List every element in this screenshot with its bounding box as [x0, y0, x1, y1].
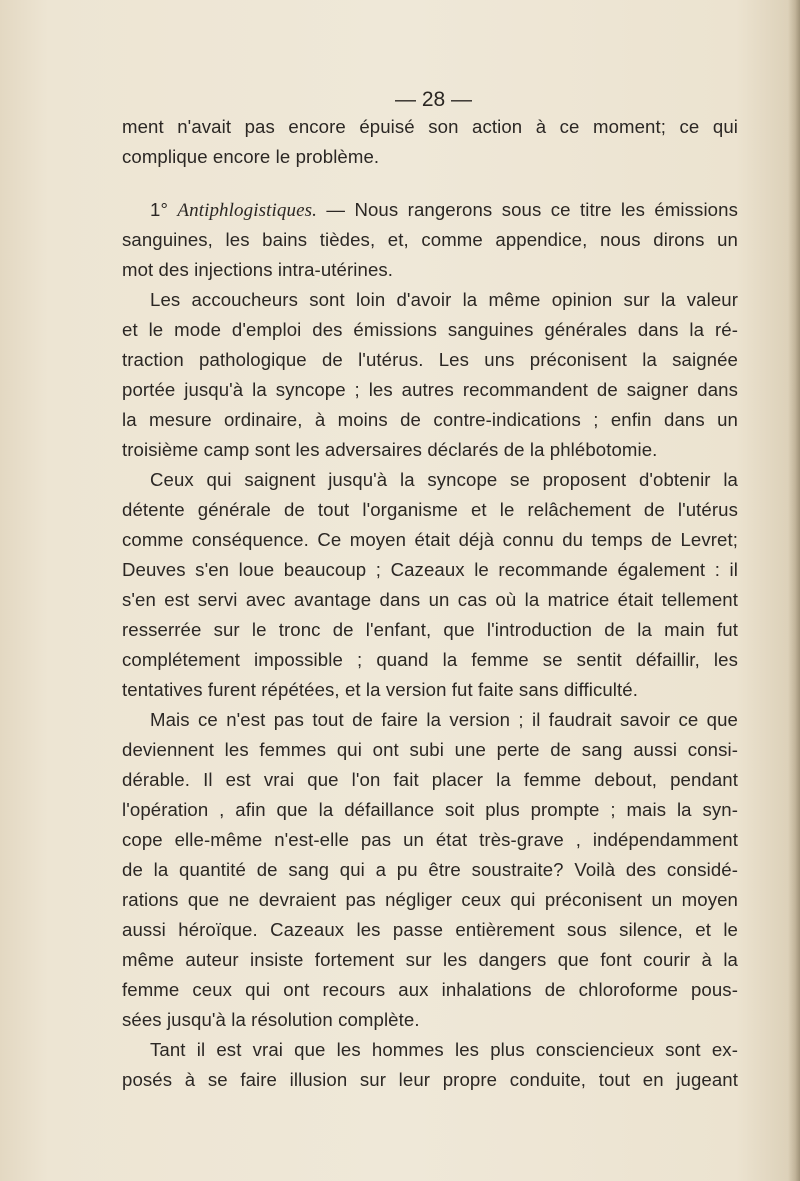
text-line: tentatives furent répétées, et la version fut faite sans difficulté.: [122, 679, 639, 700]
text-line: et le mode d'emploi des émissions sanguines générales dans la ré-: [122, 319, 738, 340]
text-line: sanguines, les bains tièdes, et, comme appendice, nous dirons un: [122, 229, 738, 250]
text-line: Ceux qui saignent jusqu'à la syncope se proposent d'obtenir la: [150, 469, 738, 490]
text-line: Les accoucheurs sont loin d'avoir la même opinion sur la valeur: [150, 289, 738, 310]
text-line: mot des injections intra-utérines.: [122, 259, 394, 280]
text-line: femme ceux qui ont recours aux inhalations de chloroforme pous-: [122, 979, 738, 1000]
text-line: s'en est servi avec avantage dans un cas où la matrice était tellement: [122, 589, 738, 610]
text-line: aussi héroïque. Cazeaux les passe entièrement sous silence, et le: [122, 919, 738, 940]
heading-number: 1°: [150, 199, 168, 220]
text-line: posés à se faire illusion sur leur propre conduite, tout en jugeant: [122, 1069, 738, 1090]
text-line: cope elle-même n'est-elle pas un état très-grave , indépendamment: [122, 829, 738, 850]
text-line: complétement impossible ; quand la femme se sentit défaillir, les: [122, 649, 738, 670]
text-line: même auteur insiste fortement sur les dangers que font courir à la: [122, 949, 738, 970]
text-line: troisième camp sont les adversaires déclarés de la phlébotomie.: [122, 439, 658, 460]
text-line: resserrée sur le tronc de l'enfant, que l'introduction de la main fut: [122, 619, 738, 640]
page-edge-shadow: [788, 0, 800, 1181]
text-line: rations que ne devraient pas négliger ceux qui préconisent un moyen: [122, 889, 738, 910]
text-line: Mais ce n'est pas tout de faire la version ; il faudrait savoir ce que: [150, 709, 738, 730]
text-line: Deuves s'en loue beaucoup ; Cazeaux le recommande également : il: [122, 559, 738, 580]
text-line: Tant il est vrai que les hommes les plus consciencieux sont ex-: [150, 1039, 738, 1060]
text-line: ment n'avait pas encore épuisé son action à ce moment; ce qui: [122, 116, 738, 137]
text-line: dérable. Il est vrai que l'on fait placer la femme debout, pendant: [122, 769, 738, 790]
text-line: complique encore le problème.: [122, 146, 380, 167]
text-line: traction pathologique de l'utérus. Les uns préconisent la saignée: [122, 349, 738, 370]
section-heading-line: [150, 199, 738, 222]
text-line: comme conséquence. Ce moyen était déjà connu du temps de Levret;: [122, 529, 738, 550]
text-line: la mesure ordinaire, à moins de contre-indications ; enfin dans un: [122, 409, 738, 430]
text-line: portée jusqu'à la syncope ; les autres recommandent de saigner dans: [122, 379, 738, 400]
text-line: détente générale de tout l'organisme et le relâchement de l'utérus: [122, 499, 738, 520]
text-line: l'opération , afin que la défaillance soit plus prompte ; mais la syn-: [122, 799, 738, 820]
heading-rest: — Nous rangerons sous ce titre les émissions: [326, 199, 738, 220]
text-line: sées jusqu'à la résolution complète.: [122, 1009, 420, 1030]
text-line: de la quantité de sang qui a pu être soustraite? Voilà des considé-: [122, 859, 738, 880]
text-line: deviennent les femmes qui ont subi une perte de sang aussi consi-: [122, 739, 738, 760]
page-number: — 28 —: [395, 88, 473, 111]
section-heading-title: Antiphlogistiques.: [177, 200, 317, 221]
